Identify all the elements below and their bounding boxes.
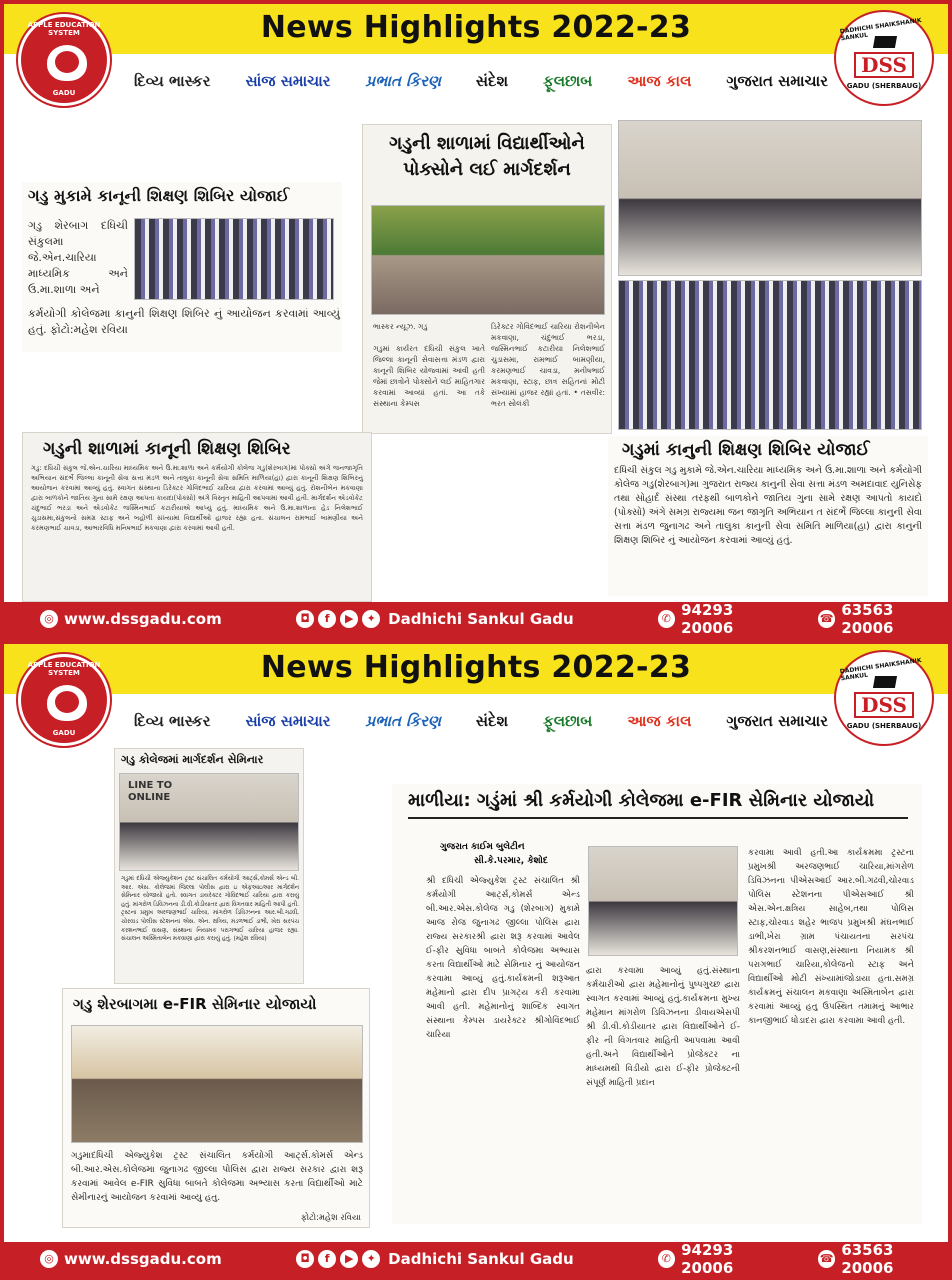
masthead: આજ કાલ [627,72,692,90]
whatsapp-contact[interactable] [658,1241,788,1277]
photo-credit: ફોટો:મહેશ રવિયા [300,1213,361,1223]
event-photo [618,280,922,430]
instagram-icon[interactable]: ◘ [296,610,314,628]
clip-headline: ગડુમાં કાનુની શિક્ષણ શિબિર યોજાઈ [622,440,870,460]
clip-text: ગડુમાદધિચી એજ્યુકેશ ટ્રસ્ટ સંચાલિત કર્મયોગી આર્ટ્સ.કોમર્સ એન્ડ બી.આર.એસ.કોલેજમા જુનાગઢ જીલ્લા પોલિસ દ્વારા રાજ્ય સરકાર દ્વારા શરૂ કરવામાં આવેલ e-FIR સુવિધા બાબતે કોલેજમા અભ્યાસ કરતા વિદ્યાર્થીઓ માટે સેમીનારનું આયોજન કરવામાં આવ્યુ હતુ. [71,1151,363,1203]
logo-place: GADU (SHERBAUG) [846,722,922,730]
apple-icon [47,45,87,81]
masthead: સાંજ સમાચાર [245,712,331,730]
newspaper-mastheads [134,704,828,738]
news-clip [62,988,370,1228]
logo-top-text: APPLE EDUCATION SYSTEM [27,661,101,677]
twitter-icon[interactable]: ✦ [362,610,380,628]
clip-headline: ગડુ કોલેજમાં માર્ગદર્શન સેમિનાર [121,753,264,766]
masthead: પ્રભાત કિરણ [365,712,441,730]
clip-text: ગડુ શેરબાગ દધિચી સંકુલમા જે.એન.ચારિયા માધ્યમિક અને ઉ.મા.શાળા અને [28,219,128,296]
clip-byline: ભાસ્કર ન્યૂઝ. ગડુ [373,322,428,331]
phone-contact[interactable] [818,1241,948,1277]
social-name: Dadhichi Sankul Gadu [388,610,574,628]
social-name: Dadhichi Sankul Gadu [388,1250,574,1268]
clip-column: ડિરેક્ટર ગોવિંદભાઈ ચારિયા રોશનીબેન મકવાણા, ચંદુભાઈ ભરડા, જસ્મિનભાઈ કટારીયા નિલેશભાઈ ચુડાસમા, રામભાઈ બામણીયા, કરમણભાઈ ચાવડા, મનીષભાઈ મકવાણા, સ્ટાફ, છાત્ર સહિતનાં મોટી સંખ્યામાં હાજર રહ્યાં હતાં. • તસવીર: ભરત સોલંકી [491,322,605,408]
globe-icon: ◎ [40,1250,58,1268]
news-clip [114,748,304,984]
apple-icon [47,685,87,721]
logo-mark: DSS [854,52,914,78]
whatsapp-contact[interactable] [658,601,788,637]
clip-headline: ગડુ શેરબાગમા e-FIR સેમિનાર યોજાયો [73,995,317,1013]
masthead: દિવ્ય ભાસ્કર [134,712,211,730]
youtube-icon[interactable]: ▶ [340,1250,358,1268]
clip-text: દધિચી સંકુલ ગડુ મુકામે જે.એન.ચારિયા માધ્યમિક અને ઉ.મા.શાળા અને કર્મયોગી કોલેજ ગડુ(શેરબાગ)મા ગુજરાત રાજ્ય કાનુની સેવા સત્તા મંડળ અમદાવાદ યુનિસેફ તથા સોહાર્દ સંસ્થા તરફથી બાળકોને જાતિય ગુના સામે રક્ષણ આપતો કાયદો (પોક્સો) અંગે સમગ્ર રાજ્યમા જન જાગૃતિ અભિયાન ત સંદર્ભે જિલ્લા કાનુની સેવા સત્તા મંડળ જુનાગઢ અને તાલુકા કાનુની સેવા સમિતિ માળિયા(હા) દ્વારા કાનુની શિક્ષણ શિબિર નું આયોજન કરવામાં આવ્યું હતું. [614,465,922,546]
panel-footer [4,602,948,636]
facebook-icon[interactable]: f [318,610,336,628]
logo-arc-text: DADHICHI SHAIKSHANIK SANKUL [839,17,923,43]
phone-number: 63563 20006 [841,601,894,637]
clip-text: કર્મયોગી કોલેજમા કાનુની શિક્ષણ શિબિર નું આયોજન કરવામાં આવ્યું હતું. ફોટો:મહેશ રવિયા [28,307,340,336]
logo-arc-text: DADHICHI SHAIKSHANIK SANKUL [839,657,923,683]
page-title: News Highlights 2022-23 [260,650,692,685]
news-clip [392,784,922,1224]
social-links [296,1250,627,1268]
news-clip [608,436,928,596]
youtube-icon[interactable]: ▶ [340,610,358,628]
panel-header [4,4,948,108]
graduation-cap-icon [873,676,897,688]
apple-education-logo [18,654,110,746]
clip-column: દ્વારા કરવામા આવ્યું હતું.સંસ્થાના કર્મચારીઓ દ્વારા મહેમાનોનું પુષ્પગુચ્છ દ્વારા સ્વાગત કરવામાં આવ્યું હતું.કાર્યક્રમના મુખ્ય મહેમાન માંગરોળ ડિવિઝનના ડીવાયએસપી શ્રી ડી.વી.કોડીયાતર દ્વારા વિદ્યાર્થીઓને ઈ-ફીર ની વિગતવાર માહિતી આપવામા આવી હતી.અને વિદ્યાર્થીઓને પ્રોજેક્ટર ના માધ્યમથી વિડીયો દ્વારા ઈ-ફીર પ્રોજેક્ટની સંપૂર્ણ માહિતી પ્રદાન [586,966,740,1088]
clip-text: ગડુમાં દધિચી એજ્યુકેશન ટ્રસ્ટ સંચાલિત કર્મયોગી આર્ટ્સ,કોમર્સ એન્ડ બી. આર. એસ. કોલેજમાં જિલ્લા પોલીસ દ્વારા ઇ એફઆઇઆર માર્ગદર્શન સેમિનાર યોજાયો હતો. સ્વાગત ડાયરેક્ટર ગોવિંદભાઈ ચારિયા દ્વારા કરાયું હતું. માંગરોળ ડિવિઝનના ડી.વી.કોડીયાતર દ્વારા વિગતવાર માહિતી આપી હતી. ટ્રસ્ટના પ્રમુખ અરજણભાઈ ચારિયા, માંગરોળ ડિવિઝનના આર.બી.ગઢવી, ચોરવાડ પોલીસ સ્ટેશનના એસ. એન. ક્ષત્રિય, મંડળભાઈ ડાભી, ખેરા સરપંચ કરશનભાઈ વાસણ, સંસ્થાના નિયામક પરાગભાઈ ચારિયા હાજર રહ્યા. સંચાલન અસ્મિતાબેન મકવાણા દ્વારા કરાયું હતું. (મહેશ રવિયા) [121,876,299,943]
clip-headline: માળીયા: ગડુંમાં શ્રી કર્મયોગી કોલેજમા e-FIR સેમિનાર યોજાયો [408,790,908,819]
phone-icon: ☎ [818,1250,836,1268]
masthead: ગુજરાત સમાચાર [726,72,828,90]
news-clip [22,432,372,602]
globe-icon: ◎ [40,610,58,628]
clip-headline: ગડુની શાળામાં વિદ્યાર્થીઓને પોક્સોને લઈ માર્ગદર્શન [389,133,585,180]
masthead: ફૂલછાબ [542,712,593,730]
clip-headline: ગડુ મુકામે કાનૂની શિક્ષણ શિબિર યોજાઈ [28,186,290,205]
clip-photo [71,1025,363,1143]
logo-mark: DSS [854,692,914,718]
website[interactable] [40,1250,264,1268]
masthead: સંદેશ [475,712,509,730]
clip-headline: ગડુની શાળામાં કાનૂની શિક્ષણ શિબિર [43,439,291,459]
graduation-cap-icon [873,36,897,48]
clip-source: ગુજરાત કાઈમ બુલેટીન [440,842,525,852]
news-clip [362,124,612,434]
news-clip [22,182,342,352]
phone-number: 63563 20006 [841,1241,894,1277]
whatsapp-number: 94293 20006 [681,1241,734,1277]
masthead: ગુજરાત સમાચાર [726,712,828,730]
clip-photo [371,205,605,315]
social-links [296,610,627,628]
logo-bottom-text: GADU [52,89,76,97]
masthead: સાંજ સમાચાર [245,72,331,90]
panel-header [4,644,948,748]
logo-bottom-text: GADU [52,729,76,737]
clip-column: કરવામા આવી હતી.આ કાર્યક્રમમા ટ્રસ્ટના પ્રમુખશ્રી અરજણભાઈ ચારિયા,માંગરોળ ડિવિઝનના પીએસઆઈ આર.બી.ગઢવી,ચોરવાડ પોલિસ સ્ટેશનના પીએસઆઈ શ્રી એસ.એન.ક્ષત્રિય સાહેબ,તથા પોલિસ સ્ટાફ,ચોરવાડ શહેર ભાજપ પ્રમુખશ્રી મંઘનભાઈ ડાભી,ખેરા ગ્રામ પંચાયતના સરપંચ શ્રીકરશનભાઈ વાસણ,સંસ્થાના નિયામક શ્રી પરાગભાઈ ચારિયા,કોલેજનો સ્ટાફ અને વિદ્યાર્થીઓ મોટી સંખ્યામાંજોડાયા હતા.સમગ્ર કાર્યક્રમનું સંચાલન મકવાણા અસ્મિતાબેન દ્વારા કરવામાં આવ્યું હતુ ઉપસ્થિત તમામનું આભાર કાનજીભાઈ ધોડાદરા દ્વારા કરવામા આવી હતી. [748,848,914,1026]
website-url: www.dssgadu.com [64,1250,222,1268]
masthead: પ્રભાત કિરણ [365,72,441,90]
whatsapp-icon: ✆ [658,1250,676,1268]
masthead: દિવ્ય ભાસ્કર [134,72,211,90]
page-title: News Highlights 2022-23 [260,10,692,45]
phone-icon: ☎ [818,610,836,628]
twitter-icon[interactable]: ✦ [362,1250,380,1268]
instagram-icon[interactable]: ◘ [296,1250,314,1268]
apple-education-logo [18,14,110,106]
clip-reporter: સી.કે.પરમાર, કેશોદ [474,856,548,866]
clip-photo [119,773,299,871]
whatsapp-number: 94293 20006 [681,601,734,637]
newspaper-mastheads [134,64,828,98]
website[interactable] [40,610,264,628]
panel-footer [4,1242,948,1276]
clip-column: ગડુમાં કાર્યરત દધિચી સંકુલ ખાતે જિલ્લા કાનૂની સેવાસત્તા મંડળ દ્વારા કાનૂની શિબિર યોજવામાં આવી હતી જેમાં છાત્રોને પોક્સોને લઈ માહિતગાર કરવામાં આવ્યાં હતાં. આ તકે સંસ્થાના કેમ્પસ [373,344,485,408]
event-photo [618,120,922,276]
masthead: સંદેશ [475,72,509,90]
facebook-icon[interactable]: f [318,1250,336,1268]
clip-text: ગડુ: દધિચી સંકુલ જે.એન.ચારિયા માધ્યમિક અને ઉ.મા.શાળા અને કર્મયોગી કોલેજ ગડુ(શેરબાગ)માં પોક્સો અંગે જનજાગૃતિ અભિયાન સંદર્ભે જિલ્લા કાનૂની સેવા સત્તા મંડળ અને તાલુકા કાનૂની સેવા સમિતિ માળિયા(હા) દ્વારા કાનૂની શિક્ષણ શિબિરનું આયોજન કરવામાં આવ્યું હતું. સ્વાગત સંસ્થાના ડિરેક્ટર ગોવિંદભાઈ ચારિયા દ્વારા કરવામાં આવ્યું હતું. રોશનીબેન મકવાણા દ્વારા બાળકોને જાતિય ગુના સામે રક્ષણ આપતા કાયદા(પોક્સો) અંગે વિસ્તૃત માહિતી આપવામાં આવી હતી. માર્ગદર્શન એડવોકેટ ચંદુભાઈ ભરડા અને એડવોકેટ જસ્મિનભાઈ કટારીયાએ આપ્યું હતું. માધ્યમિક અને ઉ.મા.શાળાના હેડ નિલેશભાઈ ચુડાસમા,સંકુલનો સમગ્ર સ્ટાફ અને બહોળી સંખ્યામાં વિદ્યાર્થીઓ હાજર રહ્યા હતા. સંચાલન રામભાઈ બામણીયા અને કરમણભાઈ ચાવડા, આભારવિધિ મનિષભાઈ મકવાણા દ્વારા કરવામાં આવી હતી. [31,464,363,532]
whatsapp-icon: ✆ [658,610,676,628]
clip-column: શ્રી દધિચી એજ્યુકેશ ટ્રસ્ટ સંચાલિત શ્રી કર્મયોગી આર્ટ્સ,કોમર્સ એન્ડ બી.આર.એસ.કોલેજ ગડુ (શેરબાગ) મુકામે આજ રોજ જુનાગઢ જીલ્લા પોલિસ દ્વારા રાજ્ય સરકારશ્રી દ્વારા શરૂ કરવામાં આવેલ ઈ-ફીર સુવિધા બાબતે કોલેજમા અભ્યાસ કરતા વિદ્યાર્થીઓ માટે સેમિનાર નું આયોજન કરવામા આવ્યું હતું.કાર્યક્રમની શરૂઆત મહેમાનો દ્વારા દીપ પ્રાગટ્ય કરી કરવામા આવી હતી. મહેમાનોનું શાબ્દિક સ્વાગત સંસ્થાના કેમ્પસ ડાયરેક્ટર શ્રીગોવિંદભાઈ ચારિયા [426,876,580,1040]
news-panel-bottom [0,640,952,1280]
logo-place: GADU (SHERBAUG) [846,82,922,90]
masthead: ફૂલછાબ [542,72,593,90]
clip-photo [588,846,738,956]
logo-top-text: APPLE EDUCATION SYSTEM [27,21,101,37]
phone-contact[interactable] [818,601,948,637]
dss-logo [834,10,934,106]
clip-photo [134,218,334,300]
website-url: www.dssgadu.com [64,610,222,628]
masthead: આજ કાલ [627,712,692,730]
banner-text: LINE TO ONLINE [128,780,173,803]
dss-logo [834,650,934,746]
